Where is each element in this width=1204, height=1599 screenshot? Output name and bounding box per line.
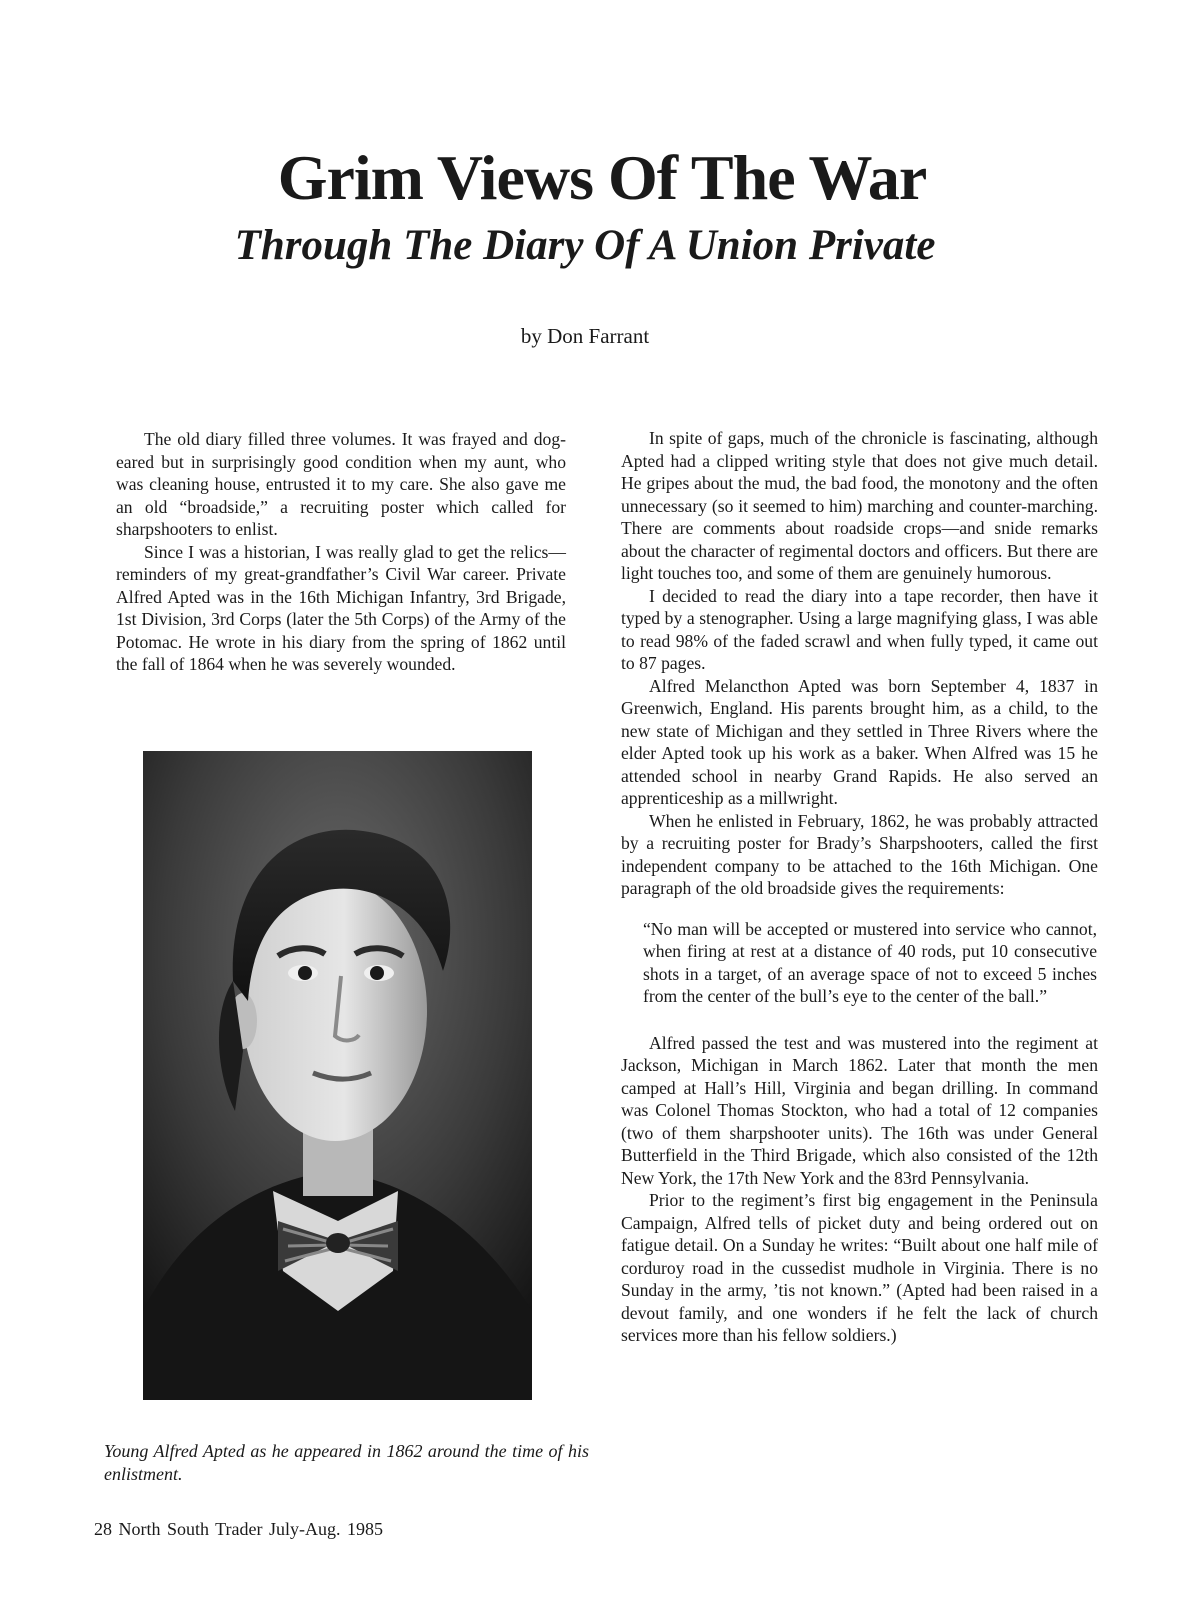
block-quote: “No man will be accepted or mustered into service who cannot, when firing at rest at a distance of 40 rods, put 10 consecutive shots in a target, of an average space of not to exceed 5 inches from the center of the bull’s eye to the center of the ball.”: [643, 918, 1097, 1006]
paragraph: In spite of gaps, much of the chronicle is fascinating, although Apted had a clipped writing style that does not give much detail. He gripes about the mud, the bad food, the monotony and the often unnecessary (so it seemed to him) marching and counter-marching. There are comments about roadside crops—and snide remarks about the character of regimental doctors and officers. But there are light touches too, and some of them are genuinely humorous.: [621, 428, 1098, 583]
portrait-image: [143, 751, 532, 1400]
article-subtitle: Through The Diary Of A Union Private: [234, 222, 936, 269]
paragraph: Prior to the regiment’s first big engagement in the Peninsula Campaign, Alfred tells of picket duty and being ordered out on fatigue detail. On a Sunday he writes: “Built about one half mile of corduroy road in the cussedist mudhole in Virginia. There is no Sunday in the army, ’tis not known.” (Apted had been raised in a devout family, and one wonders if he felt the lack of church services more than his fellow soldiers.): [621, 1190, 1098, 1345]
paragraph: Since I was a historian, I was really glad to get the relics—reminders of my great-grandfather’s Civil War career. Private Alfred Apted was in the 16th Michigan Infantry, 3rd Brigade, 1st Division, 3rd Corps (later the 5th Corps) of the Army of the Potomac. He wrote in his diary from the spring of 1862 until the fall of 1864 when he was severely wounded.: [116, 541, 566, 674]
paragraph: When he enlisted in February, 1862, he was probably attracted by a recruiting poster for Brady’s Sharpshooters, called the first independent company to be attached to the 16th Michigan. One paragraph of the old broadside gives the requirements:: [621, 810, 1098, 898]
paragraph: Alfred passed the test and was mustered into the regiment at Jackson, Michigan in March 1862. Later that month the men camped at Hall’s Hill, Virginia and began drilling. In command was Colonel Thomas Stockton, who had a total of 12 companies (two of them sharpshooter units). The 16th was under General Butterfield in the Third Brigade, which also consisted of the 12th New York, the 17th New York and the 83rd Pennsylvania.: [621, 1032, 1098, 1188]
paragraph: The old diary filled three volumes. It was frayed and dog-eared but in surprisingly good condition when my aunt, who was cleaning house, entrusted it to my care. She also gave me an old “broadside,” a recruiting poster which called for sharpshooters to enlist.: [116, 429, 566, 539]
paragraph: I decided to read the diary into a tape recorder, then have it typed by a stenographer. Using a large magnifying glass, I was able to read 98% of the faded scrawl and when fully typed, it came out to 87 pages.: [621, 585, 1098, 673]
byline: by Don Farrant: [520, 324, 650, 348]
portrait-photo: [143, 751, 532, 1400]
left-column: [116, 428, 566, 676]
paragraph: Alfred Melancthon Apted was born September 4, 1837 in Greenwich, England. His parents brought him, as a child, to the new state of Michigan and they settled in Three Rivers where the elder Apted took up his work as a baker. When Alfred was 15 he attended school in nearby Grand Rapids. He also served an apprenticeship as a millwright.: [621, 675, 1098, 808]
right-column: [621, 427, 1098, 1347]
page-footer: 28 North South Trader July-Aug. 1985: [94, 1519, 384, 1539]
photo-caption: Young Alfred Apted as he appeared in 1862 around the time of his enlistment.: [104, 1441, 589, 1484]
article-title: Grim Views Of The War: [277, 142, 927, 213]
